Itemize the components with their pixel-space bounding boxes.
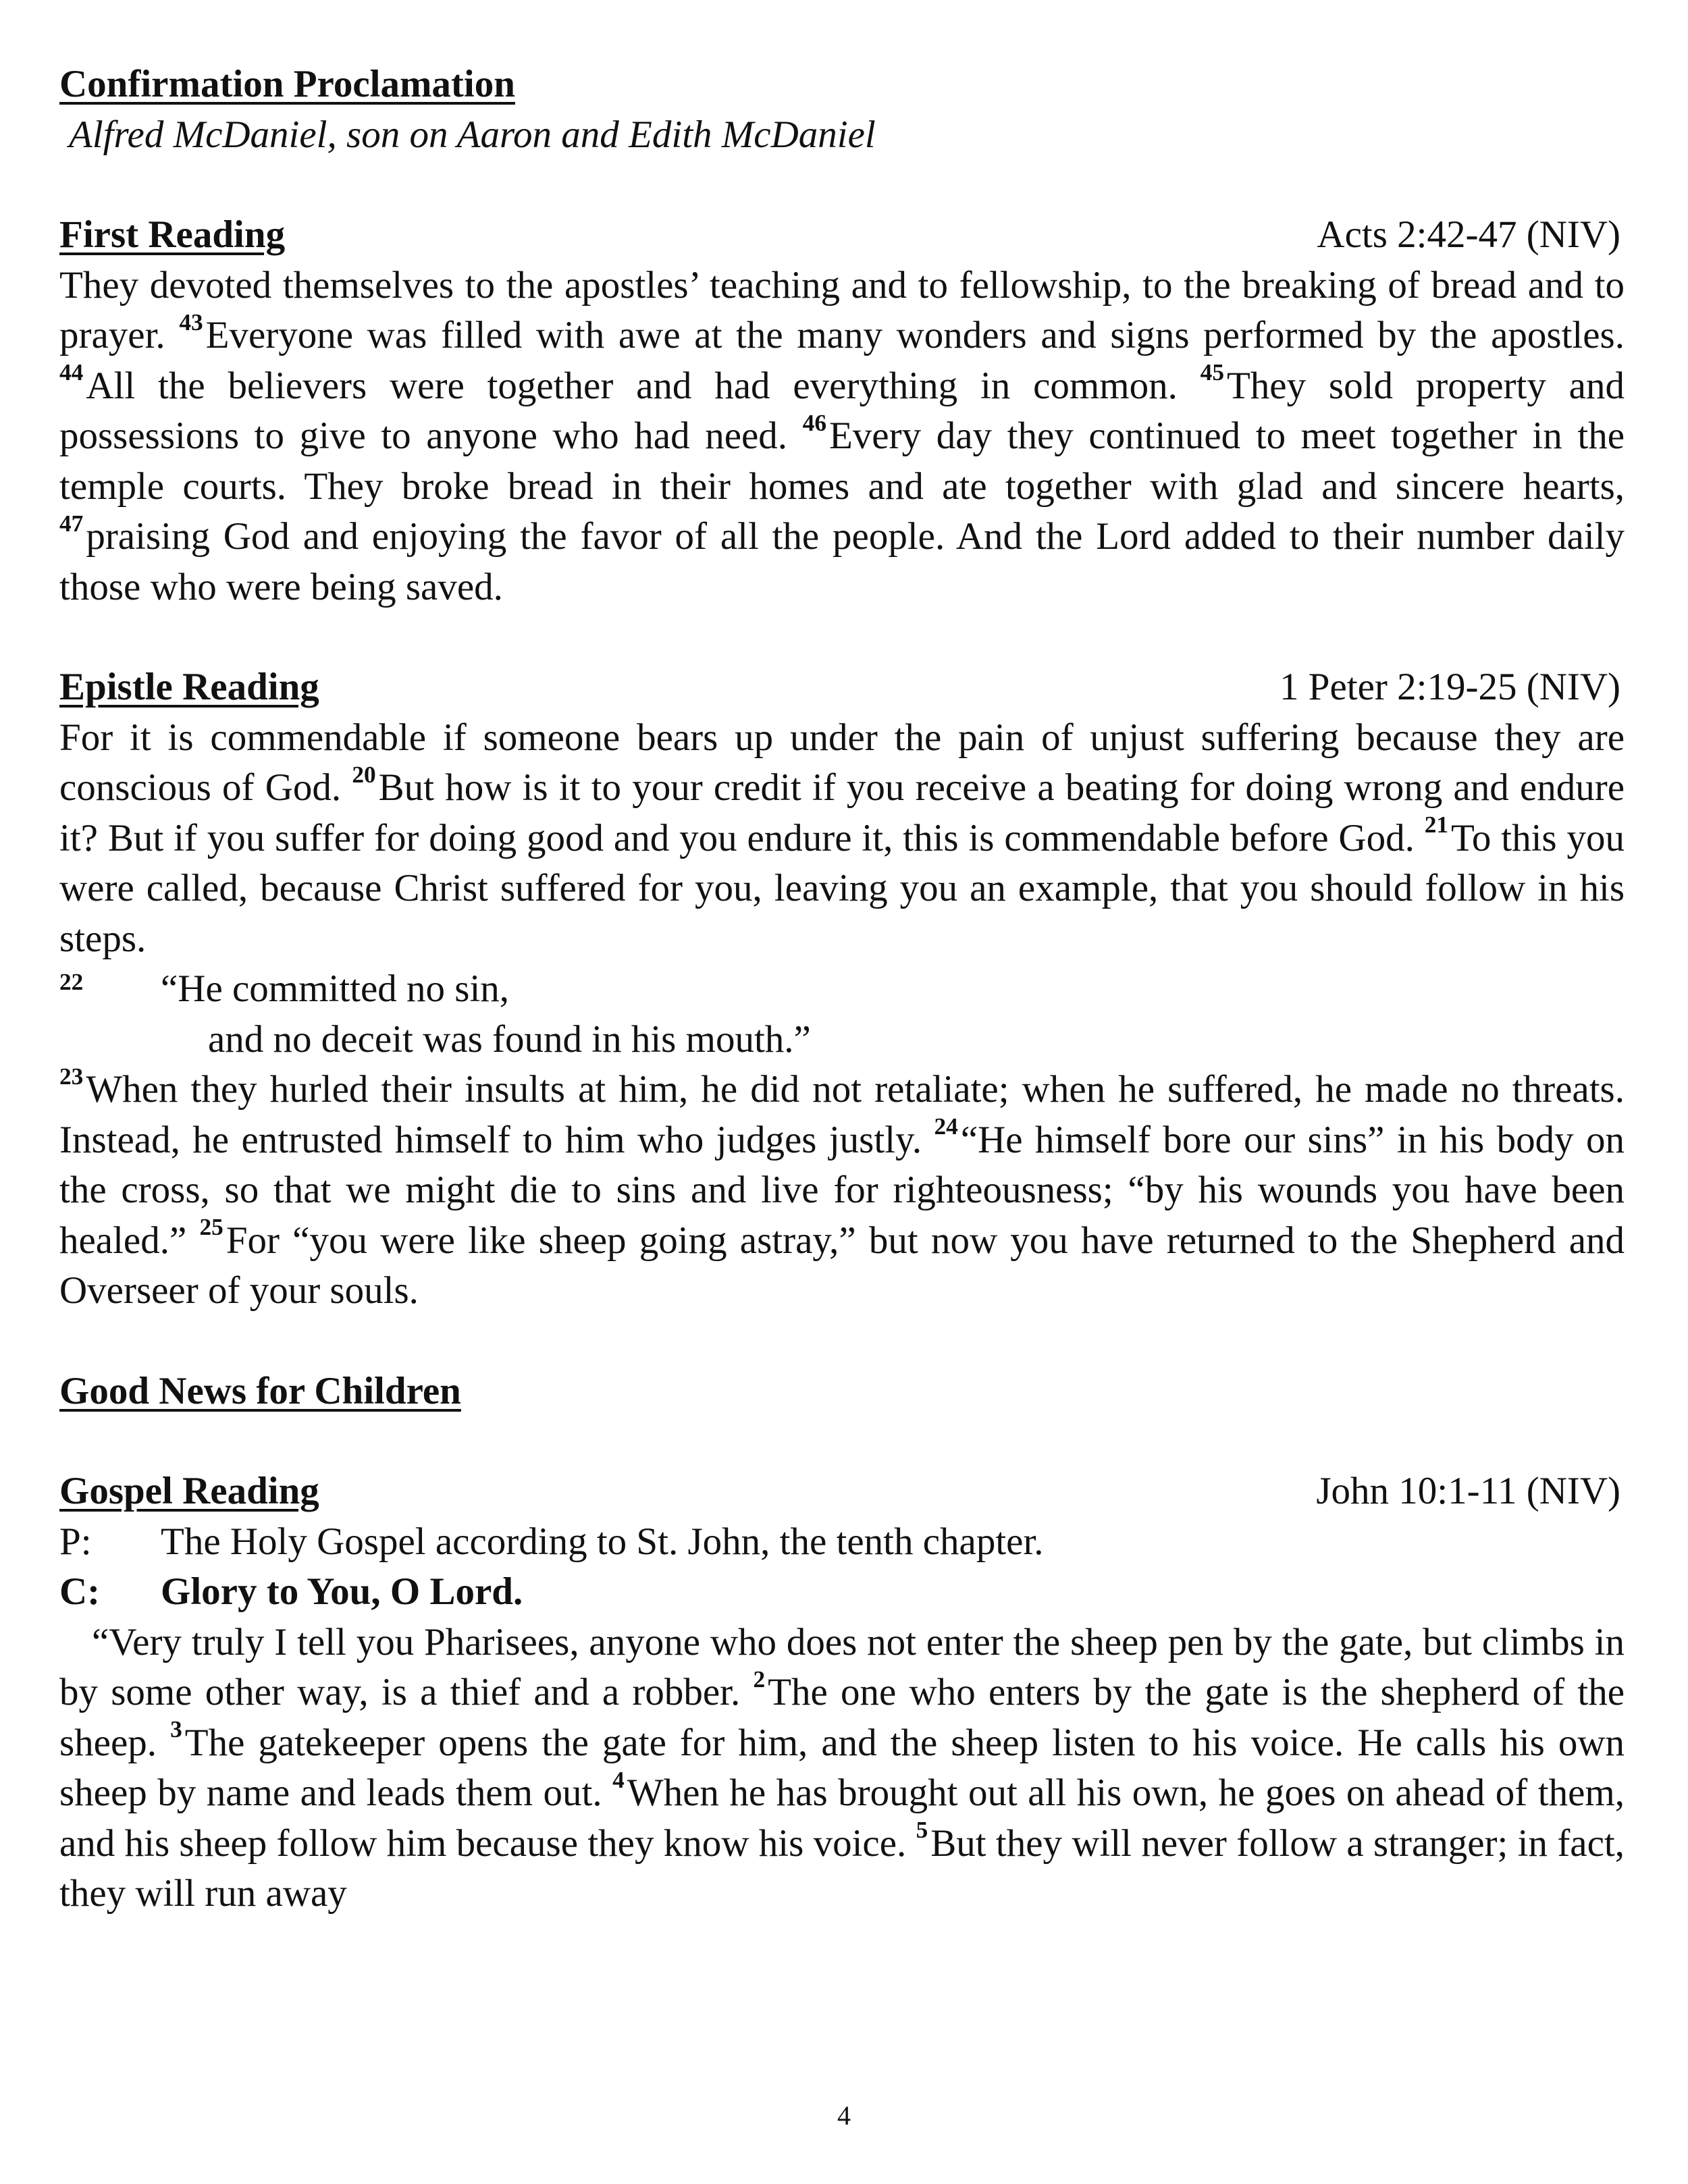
- verse-number: 45: [1200, 359, 1224, 385]
- verse-text: When he has brought out all his own, he goes on ahead of them, and his sheep follow him because they know his voice.: [59, 1772, 1625, 1865]
- verse-number: 43: [179, 309, 203, 336]
- verse-number: 24: [934, 1113, 958, 1140]
- verse-text: But how is it to your credit if you receive a beating for doing wrong and endure it? But if you suffer for doing good and you endure it, this is commendable before God.: [59, 766, 1625, 859]
- verse-number: 46: [802, 409, 826, 436]
- verse-number: 20: [352, 761, 376, 788]
- verse-text: The one who enters by the gate is the shepherd of the sheep.: [59, 1671, 1625, 1764]
- epistle-reading-section: [59, 662, 1625, 1316]
- congregation-line: [59, 1567, 1625, 1618]
- gospel-reading-header: [59, 1466, 1625, 1517]
- gospel-reading-text: [59, 1618, 1625, 1919]
- verse-text: To this you were called, because Christ suffered for you, leaving you an example, that you should follow in his steps.: [59, 816, 1625, 960]
- epistle-reading-header: [59, 662, 1625, 713]
- verse-text: All the believers were together and had everything in common.: [86, 364, 1201, 407]
- first-reading-header: [59, 210, 1625, 261]
- first-reading-reference: Acts 2:42-47 (NIV): [1317, 213, 1620, 256]
- verse-number: 5: [916, 1817, 928, 1843]
- verse-number: 3: [170, 1716, 182, 1742]
- verse-text: For “you were like sheep going astray,” but now you have returned to the Shepherd and Overseer of your souls.: [59, 1219, 1625, 1312]
- epistle-reading-reference: 1 Peter 2:19-25 (NIV): [1280, 666, 1620, 708]
- verse-text: Every day they continued to meet together in the temple courts. They broke bread in their homes and ate together with glad and sincere hearts,: [59, 415, 1625, 508]
- congregation-label: C:: [59, 1570, 101, 1613]
- good-news-section: [59, 1366, 1625, 1417]
- epistle-reading-text-a: [59, 713, 1625, 965]
- verse-text: They sold property and possessions to give to anyone who had need.: [59, 364, 1625, 457]
- confirmation-heading: Confirmation Proclamation: [59, 63, 515, 105]
- confirmation-subtitle: Alfred McDaniel, son on Aaron and Edith McDaniel: [69, 113, 876, 156]
- poem-line-2: and no deceit was found in his mouth.”: [208, 1017, 811, 1061]
- verse-text: Everyone was filled with awe at the many wonders and signs performed by the apostles.: [205, 314, 1625, 356]
- epistle-reading-heading: Epistle Reading: [59, 666, 319, 708]
- verse-number: 44: [59, 359, 84, 385]
- verse-number: 25: [199, 1214, 223, 1240]
- first-reading-section: [59, 210, 1625, 612]
- verse-text: But they will never follow a stranger; in fact, they will run away: [59, 1821, 1625, 1915]
- first-reading-text: [59, 261, 1625, 613]
- gospel-reading-reference: John 10:1-11 (NIV): [1316, 1470, 1620, 1512]
- congregation-text: Glory to You, O Lord.: [161, 1570, 523, 1613]
- confirmation-section: [59, 59, 1625, 160]
- verse-text: When they hurled their insults at him, he did not retaliate; when he suffered, he made no threats. Instead, he entrusted himself to him who judges justly.: [59, 1068, 1625, 1161]
- pastor-text: The Holy Gospel according to St. John, the tenth chapter.: [161, 1520, 1044, 1563]
- verse-text: praising God and enjoying the favor of all the people. And the Lord added to their number daily those who were being saved.: [59, 515, 1625, 608]
- first-reading-heading: First Reading: [59, 213, 286, 256]
- verse-number: 21: [1424, 811, 1449, 838]
- gospel-reading-heading: Gospel Reading: [59, 1470, 319, 1512]
- poem-line-1: [59, 964, 1625, 1015]
- page-number: 4: [837, 2100, 851, 2131]
- verse-text: “Very truly I tell you Pharisees, anyone who does not enter the sheep pen by the gate, but climbs in by some other way, is a thief and a robber.: [59, 1620, 1625, 1713]
- verse-number: 22: [59, 969, 84, 995]
- verse-number: 4: [612, 1766, 625, 1793]
- good-news-heading: Good News for Children: [59, 1369, 461, 1412]
- verse-number: 23: [59, 1063, 84, 1090]
- verse-number: 47: [59, 510, 84, 537]
- verse-text: The gatekeeper opens the gate for him, and the sheep listen to his voice. He calls his own sheep by name and leads them out.: [59, 1721, 1625, 1814]
- bulletin-page: [59, 59, 1625, 1919]
- verse-number: 2: [753, 1666, 766, 1693]
- gospel-reading-section: [59, 1466, 1625, 1919]
- poem-text: “He committed no sin,: [161, 967, 510, 1010]
- pastor-line: [59, 1517, 1625, 1568]
- verse-text: “He himself bore our sins” in his body on the cross, so that we might die to sins and live for righteousness; “by his wounds you have been healed.”: [59, 1118, 1625, 1262]
- verse-text: They devoted themselves to the apostles’ teaching and to fellowship, to the breaking of bread and to prayer.: [59, 263, 1625, 356]
- pastor-label: P:: [59, 1520, 92, 1563]
- epistle-reading-text-b: [59, 1065, 1625, 1316]
- verse-text: For it is commendable if someone bears up under the pain of unjust suffering because they are conscious of God.: [59, 716, 1625, 809]
